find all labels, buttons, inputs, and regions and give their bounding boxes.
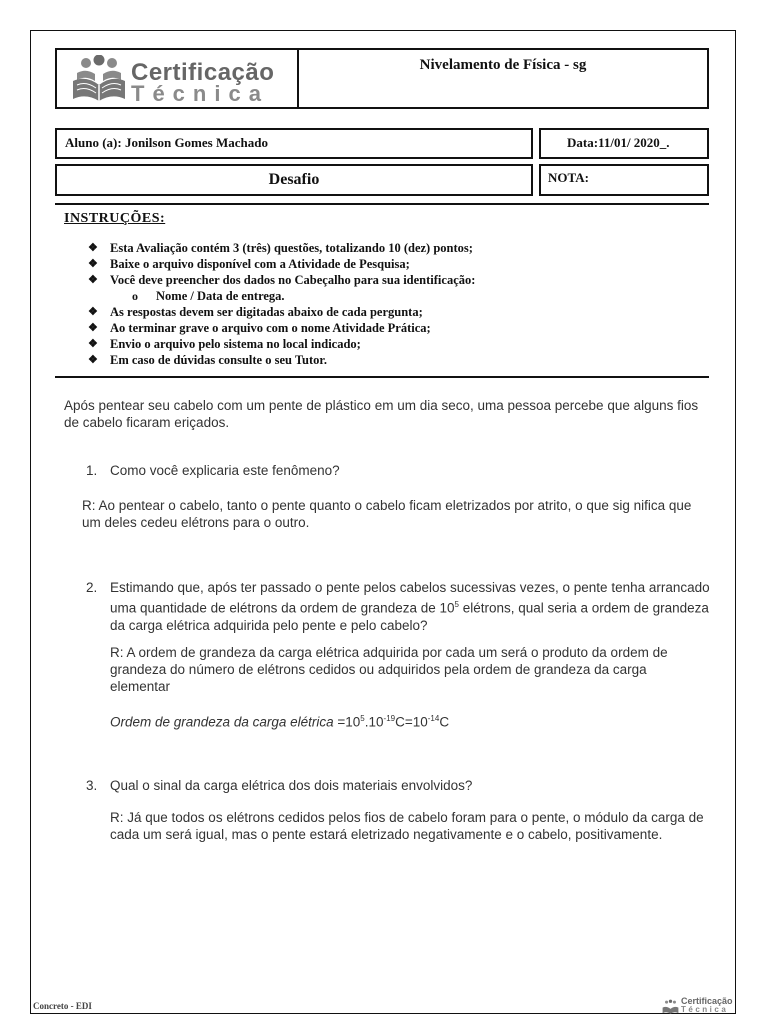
- logo-cell: [55, 48, 298, 109]
- instruction-item: ❖ Baixe o arquivo disponível com a Atividade de Pesquisa;: [88, 257, 410, 271]
- charge-formula: Ordem de grandeza da carga elétrica $=10^5.10^{-19}C=10^{-14}C$: [110, 714, 450, 730]
- people-book-icon: [71, 55, 127, 103]
- question-3-number: 3.: [86, 778, 98, 793]
- diamond-bullet-icon: ❖: [88, 258, 98, 270]
- answer-2: R: A ordem de grandeza da carga elétrica adquirida por cada um será o produto da ordem de grandeza do número de elétrons cedidos ou adquiridos pela ordem de grandeza da carga elementar: [110, 645, 668, 694]
- footer-logo: [662, 996, 738, 1018]
- title-cell: [297, 48, 709, 109]
- instruction-item: ❖ Você deve preencher dos dados no Cabeçalho para sua identificação:: [88, 273, 476, 287]
- diamond-bullet-icon: ❖: [88, 306, 98, 318]
- question-1: Como você explicaria este fenômeno?: [110, 463, 340, 478]
- question-2: Estimando que, após ter passado o pente pelos cabelos sucessivas vezes, o pente tenha arrancado uma quantidade de elétrons da ordem de grandeza de $10^5$ elétrons, qual seria a ordem de grandeza da carga elétrica adquirida pelo pente e pelo cabelo?: [110, 580, 710, 633]
- divider-bottom: [55, 376, 709, 378]
- instruction-item: ❖ Ao terminar grave o arquivo com o nome Atividade Prática;: [88, 321, 431, 335]
- answer-1: R: Ao pentear o cabelo, tanto o pente quanto o cabelo ficam eletrizados por atrito, o que sig nifica que um deles cedeu elétrons para o outro.: [82, 498, 692, 530]
- logo-word-certificacao: Certificação: [131, 59, 275, 86]
- intro-paragraph: Após pentear seu cabelo com um pente de plástico em um dia seco, uma pessoa percebe que alguns fios de cabelo ficaram eriçados.: [64, 398, 699, 430]
- footer-logo-word1: Certificação: [681, 996, 733, 1006]
- grade-cell: [539, 164, 709, 196]
- instruction-item: ❖ Em caso de dúvidas consulte o seu Tutor.: [88, 353, 327, 367]
- challenge-cell: [55, 164, 533, 196]
- instruction-item: ❖ Envio o arquivo pelo sistema no local indicado;: [88, 337, 361, 351]
- footer-text: Concreto - EDI: [33, 1001, 92, 1011]
- footer-logo-word2: Técnica: [681, 1005, 729, 1014]
- diamond-bullet-icon: ❖: [88, 242, 98, 254]
- certificacao-tecnica-logo: [71, 55, 286, 105]
- diamond-bullet-icon: ❖: [88, 274, 98, 286]
- logo-word-tecnica: Técnica: [131, 81, 269, 106]
- divider-top: [55, 203, 709, 205]
- question-3: Qual o sinal da carga elétrica dos dois materiais envolvidos?: [110, 778, 473, 793]
- document-title: Nivelamento de Física - sg: [419, 57, 587, 73]
- diamond-bullet-icon: ❖: [88, 354, 98, 366]
- question-1-number: 1.: [86, 463, 98, 478]
- answer-3: R: Já que todos os elétrons cedidos pelos fios de cabelo foram para o pente, o módulo da carga de cada um será igual, mas o pente estará eletrizado negativamente e o cabelo, positivamente.: [110, 810, 704, 842]
- instruction-item: ❖ Esta Avaliação contém 3 (três) questões, totalizando 10 (dez) pontos;: [88, 241, 473, 255]
- question-2-number: 2.: [86, 580, 98, 595]
- student-name: Aluno (a): Jonilson Gomes Machado: [65, 135, 268, 150]
- diamond-bullet-icon: ❖: [88, 338, 98, 350]
- challenge-label: Desafio: [268, 171, 320, 188]
- grade-label: NOTA:: [548, 170, 589, 185]
- people-book-icon: [662, 998, 679, 1016]
- instructions-title: INSTRUÇÕES:: [64, 211, 166, 226]
- submission-date: Data:11/01/ 2020_.: [567, 135, 670, 150]
- circle-bullet-icon: o: [132, 289, 138, 303]
- diamond-bullet-icon: ❖: [88, 322, 98, 334]
- instructions-list: [88, 240, 475, 368]
- instruction-item: ❖ As respostas devem ser digitadas abaixo de cada pergunta;: [88, 305, 423, 319]
- date-cell: [539, 128, 709, 159]
- instruction-subitem: o Nome / Data de entrega.: [132, 289, 285, 303]
- student-cell: [55, 128, 533, 159]
